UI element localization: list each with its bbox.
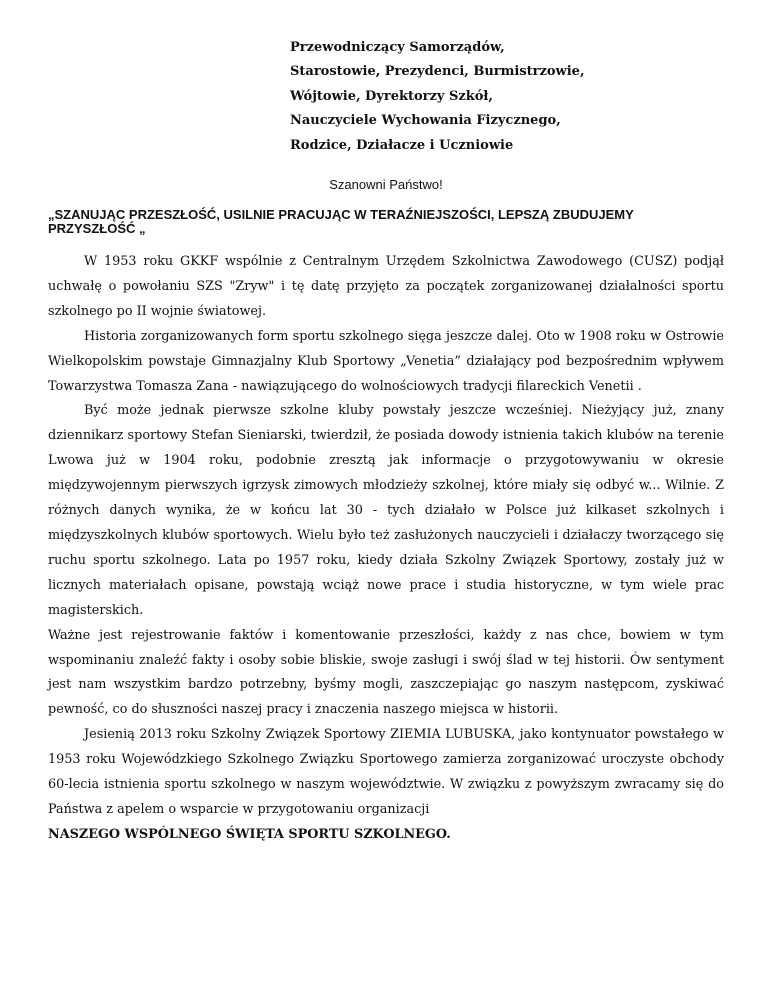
addressee-line: Rodzice, Działacze i Uczniowie — [290, 137, 514, 153]
paragraph: Ważne jest rejestrowanie faktów i komentowanie przeszłości, każdy z nas chce, bowiem w tym wspominaniu znaleźć fakty i osoby sobie bliskie, swoje zasługi i swój ślad w tej historii. Ów sentyment jest nam wszystkim bardzo potrzebny, byśmy mogli, zaszczepiając go naszym następcom, zyskiwać pewność, co do słuszności naszej pracy i znaczenia naszego miejsca w historii. — [48, 627, 724, 718]
addressee-block — [290, 36, 724, 158]
closing-statement: NASZEGO WSPÓLNEGO ŚWIĘTA SPORTU SZKOLNEGO. — [48, 826, 451, 842]
letter-body — [48, 250, 724, 848]
motto-heading: „SZANUJĄC PRZESZŁOŚĆ, USILNIE PRACUJĄC W TERAŹNIEJSZOŚCI, LEPSZĄ ZBUDUJEMY PRZYSZŁOŚĆ „ — [48, 207, 634, 237]
paragraph: Być może jednak pierwsze szkolne kluby powstały jeszcze wcześniej. Nieżyjący już, znany dziennikarz sportowy Stefan Sieniarski, twierdził, że posiada dowody istnienia takich klubów na terenie Lwowa już w 1904 roku, podobnie zresztą jak informacje o przygotowywaniu w okresie międzywojennym pierwszych igrzysk zimowych młodzieży szkolnej, które miały się odbyć w... Wilnie. Z różnych danych wynika, że w końcu lat 30 - tych działało w Polsce już kilkaset szkolnych i międzyszkolnych klubów sportowych. Wielu było też zasłużonych nauczycieli i działaczy tworzącego się ruchu sportu szkolnego. Lata po 1957 roku, kiedy działa Szkolny Związek Sportowy, zostały już w licznych materiałach opisane, powstają wciąż nowe prace i studia historyczne, w tym wiele prac magisterskich. — [48, 403, 724, 618]
addressee-line: Przewodniczący Samorządów, — [290, 40, 505, 55]
addressee-line: Nauczyciele Wychowania Fizycznego, — [290, 113, 561, 129]
letter-page — [48, 36, 724, 848]
addressee-line: Starostowie, Prezydenci, Burmistrzowie, — [290, 64, 585, 80]
paragraph: Jesienią 2013 roku Szkolny Związek Sportowy ZIEMIA LUBUSKA, jako kontynuator powstałego w 1953 roku Wojewódzkiego Szkolnego Związku Sportowego zamierza zorganizować uroczyste obchody 60-lecia istnienia sportu szkolnego w naszym województwie. W związku z powyższym zwracamy się do Państwa z apelem o wsparcie w przygotowaniu organizacji — [48, 727, 724, 817]
addressee-line: Wójtowie, Dyrektorzy Szkół, — [290, 88, 493, 104]
paragraph: W 1953 roku GKKF wspólnie z Centralnym Urzędem Szkolnictwa Zawodowego (CUSZ) podjął uchwałę o powołaniu SZS "Zryw" i tę datę przyjęto za początek zorganizowanej działalności sportu szkolnego po II wojnie światowej. — [48, 254, 724, 319]
greeting: Szanowni Państwo! — [329, 177, 443, 193]
paragraph: Historia zorganizowanych form sportu szkolnego sięga jeszcze dalej. Oto w 1908 roku w Ostrowie Wielkopolskim powstaje Gimnazjalny Klub Sportowy „Venetia” działający pod bezpośrednim wpływem Towarzystwa Tomasza Zana - nawiązującego do wolnościowych tradycji filareckich Venetii . — [48, 328, 724, 394]
